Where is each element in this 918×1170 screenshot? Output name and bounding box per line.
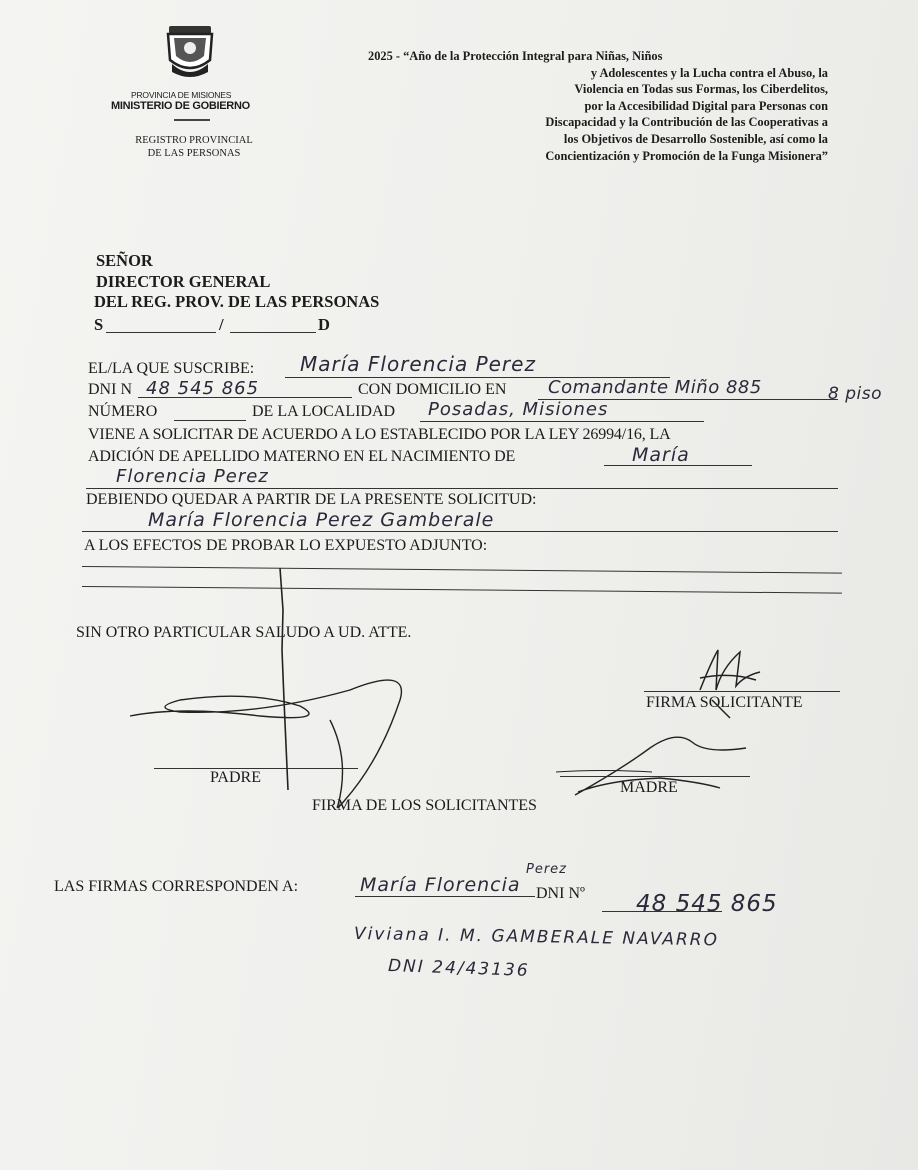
domicilio-value: Comandante Miño 885 (548, 377, 762, 398)
debiendo-text: DEBIENDO QUEDAR A PARTIR DE LA PRESENTE SOLICITUD: (86, 491, 537, 508)
motto-line: Violencia en Todas sus Formas, los Ciberdelitos, (574, 82, 828, 97)
address-s-label: S (94, 315, 104, 334)
address-d-label: D (318, 315, 330, 334)
nuevo-nombre: María Florencia Perez Gamberale (148, 509, 495, 531)
footer-extra-name: Viviana I. M. GAMBERALE NAVARRO (353, 924, 720, 951)
year-motto (368, 48, 828, 164)
solicitante-signature-line (644, 691, 840, 692)
address-line-registry: DEL REG. PROV. DE LAS PERSONAS (94, 292, 380, 311)
address-line-senor: SEÑOR (96, 251, 153, 270)
address-blank-1 (106, 332, 216, 333)
domicilio-extra: 8 piso (828, 384, 882, 404)
dni-value: 48 545 865 (146, 378, 260, 399)
signature-vertical-stroke (280, 568, 288, 790)
solicitante-label: FIRMA SOLICITANTE (646, 694, 803, 711)
dni-label: DNI N (88, 381, 132, 398)
motto-line: los Objetivos de Desarrollo Sostenible, así como la (563, 131, 828, 146)
suscribe-value: María Florencia Perez (300, 352, 536, 376)
registry-name (104, 134, 284, 160)
signature-padre (130, 680, 401, 808)
viene-text: VIENE A SOLICITAR DE ACUERDO A LO ESTABLECIDO POR LA LEY 26994/16, LA (88, 426, 671, 443)
localidad-line (420, 421, 704, 422)
ministry-name: MINISTERIO DE GOBIERNO (111, 100, 250, 112)
solicitantes-label: FIRMA DE LOS SOLICITANTES (312, 797, 537, 814)
footer-dni-value: 48 545 865 (636, 891, 778, 917)
nacimiento-line-1 (604, 465, 752, 466)
address-blank-2 (230, 332, 316, 333)
motto-line: y Adolescentes y la Lucha contra el Abuso, la (590, 65, 828, 80)
efectos-line-1 (82, 566, 842, 574)
efectos-text: A LOS EFECTOS DE PROBAR LO EXPUESTO ADJUNTO: (84, 537, 488, 554)
address-line-director: DIRECTOR GENERAL (96, 272, 271, 291)
registry-line2: DE LAS PERSONAS (147, 148, 241, 159)
nacimiento-value-2: Florencia Perez (116, 466, 269, 487)
efectos-line-2 (82, 586, 842, 594)
corresponden-value: María Florencia (360, 874, 521, 896)
corresponden-value-superscript: Perez (526, 862, 568, 877)
footer-extra-dni: DNI 24/43136 (387, 956, 530, 981)
corresponden-line (355, 896, 535, 897)
corresponden-label: LAS FIRMAS CORRESPONDEN A: (54, 878, 299, 895)
registry-line1: REGISTRO PROVINCIAL (135, 135, 253, 146)
padre-label: PADRE (210, 769, 261, 786)
motto-line: Discapacidad y la Contribución de las Cooperativas a (545, 115, 828, 130)
numero-label: NÚMERO (88, 403, 158, 420)
province-name: PROVINCIA DE MISIONES (131, 90, 232, 100)
localidad-label: DE LA LOCALIDAD (252, 403, 396, 420)
coat-of-arms-logo (160, 24, 220, 82)
footer-dni-line (602, 911, 722, 912)
numero-line (174, 420, 246, 421)
nacimiento-line-2 (86, 488, 838, 489)
motto-line: 2025 - “Año de la Protección Integral para Niñas, Niños (368, 49, 663, 63)
dni-line (138, 397, 352, 398)
suscribe-label: EL/LA QUE SUSCRIBE: (88, 360, 255, 377)
motto-line: por la Accesibilidad Digital para Personas con (584, 98, 828, 113)
header-divider (174, 119, 210, 121)
madre-signature-line (560, 776, 750, 777)
madre-label: MADRE (620, 779, 678, 796)
nuevo-nombre-line (82, 531, 838, 532)
footer-dni-label: DNI Nº (536, 885, 585, 902)
localidad-value: Posadas, Misiones (428, 399, 609, 420)
adicion-text: ADICIÓN DE APELLIDO MATERNO EN EL NACIMIENTO DE (88, 448, 516, 465)
nacimiento-value-1: María (632, 444, 690, 466)
domicilio-label: CON DOMICILIO EN (358, 381, 507, 398)
address-slash: / (219, 315, 224, 334)
saludo-text: SIN OTRO PARTICULAR SALUDO A UD. ATTE. (76, 624, 412, 641)
signature-madre-underline (556, 771, 652, 773)
motto-line: Concientización y Promoción de la Funga Misionera” (545, 148, 828, 163)
